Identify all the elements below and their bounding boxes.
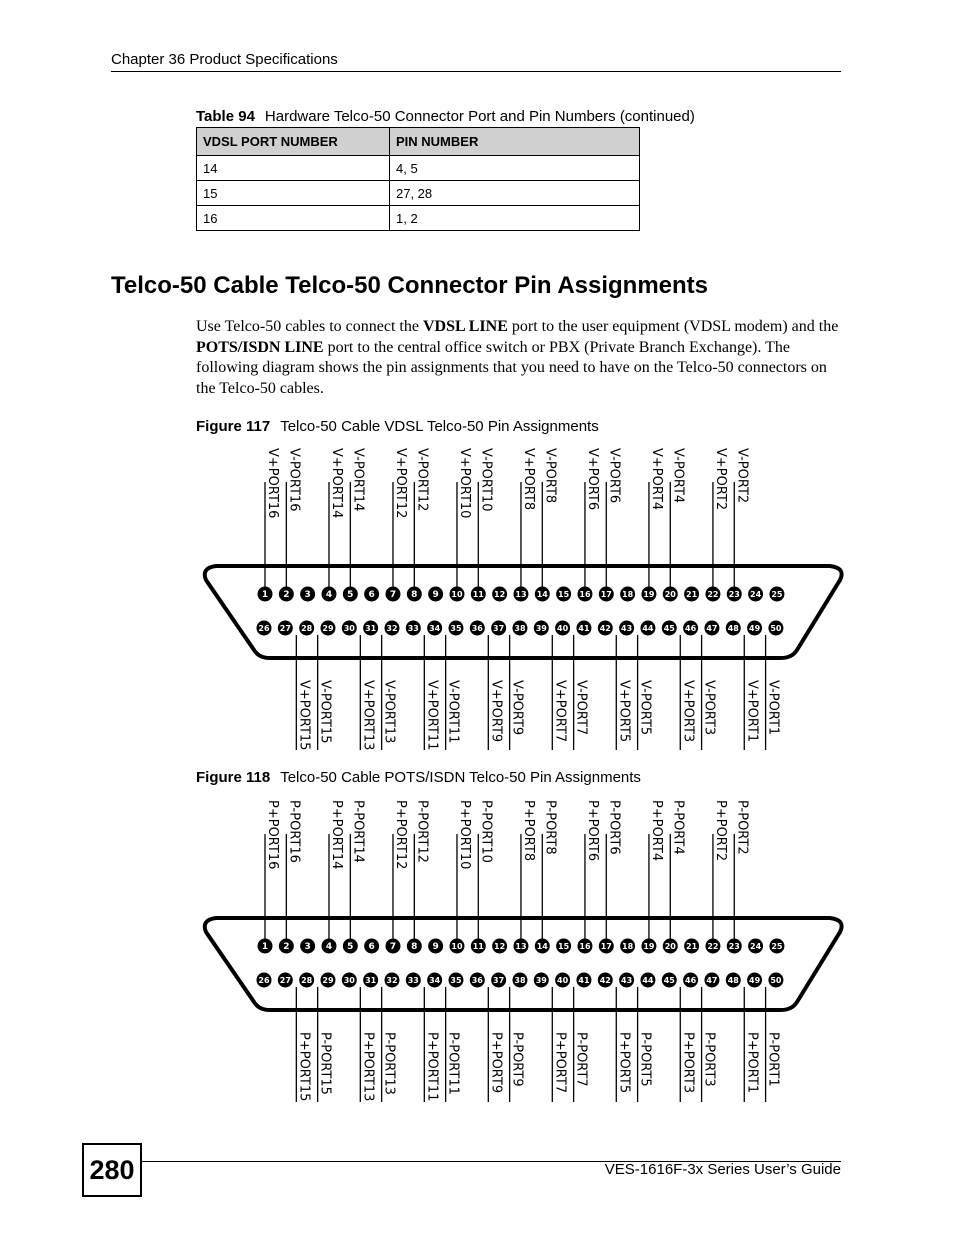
top-port-label: P+PORT2 (712, 800, 728, 862)
pin-number: 7 (389, 590, 397, 600)
top-port-label: V-PORT4 (670, 448, 686, 504)
top-port-label: P+PORT4 (648, 800, 664, 862)
pin-number: 4 (325, 590, 333, 600)
pin-number: 30 (343, 624, 355, 633)
top-port-label: P-PORT12 (414, 800, 430, 863)
bottom-port-label: P+PORT3 (680, 1032, 696, 1094)
table-caption (196, 108, 695, 125)
pin-number: 16 (579, 942, 591, 951)
pin-number: 25 (771, 590, 783, 599)
table-cell: 27, 28 (390, 181, 640, 206)
bottom-port-label: P+PORT9 (488, 1032, 504, 1094)
pin-number: 48 (727, 624, 739, 633)
bottom-port-label: P-PORT3 (701, 1032, 717, 1087)
top-port-label: V-PORT14 (350, 448, 366, 512)
pin-number: 28 (301, 624, 313, 633)
bottom-port-label: V-PORT9 (509, 680, 525, 736)
pin-number: 23 (728, 942, 740, 951)
bottom-port-label: V-PORT13 (381, 680, 397, 744)
bottom-port-label: P+PORT11 (424, 1032, 440, 1102)
section-title: Telco-50 Cable Telco-50 Connector Pin Assignments (111, 272, 709, 299)
top-port-label: P-PORT8 (542, 800, 558, 855)
pin-number: 45 (663, 624, 675, 633)
connector-shell (205, 918, 842, 1010)
bottom-port-label: V-PORT15 (317, 680, 333, 744)
pin-number: 1 (261, 590, 269, 600)
pin-number: 25 (771, 942, 783, 951)
pin-number: 11 (472, 942, 484, 951)
pin-number: 49 (749, 976, 761, 985)
pin-number: 44 (642, 624, 654, 633)
pin-number: 8 (411, 590, 418, 600)
para-text: port to the user equipment (VDSL modem) and the (507, 318, 839, 335)
page-number: 280 (82, 1143, 142, 1197)
pin-number: 27 (279, 624, 291, 633)
top-port-label: P-PORT14 (350, 800, 366, 863)
top-port-label: V+PORT2 (712, 448, 728, 511)
pin-number: 26 (258, 976, 270, 985)
pin-number: 37 (493, 624, 505, 633)
figure-118-caption (196, 769, 641, 786)
figure-117-diagram (196, 444, 848, 750)
para-text: port to the central office switch or PBX (Private Branch Exchange). The following diagram shows the pin assignments that you need to have on the Telco-50 connectors on the Telco-50 cables. (196, 338, 827, 397)
pin-number: 33 (407, 976, 419, 985)
pin-number: 5 (347, 590, 354, 600)
pin-number: 9 (432, 590, 439, 600)
bottom-port-label: V-PORT1 (765, 680, 781, 736)
bottom-port-label: V+PORT15 (296, 680, 312, 750)
pin-number: 47 (706, 976, 718, 985)
pin-number: 12 (494, 942, 506, 951)
pin-number: 42 (599, 976, 611, 985)
pin-number: 33 (407, 624, 419, 633)
top-port-label: V-PORT10 (478, 448, 494, 512)
bottom-port-label: P-PORT9 (509, 1032, 525, 1087)
top-port-label: P-PORT4 (670, 800, 686, 855)
table-caption-label: Table 94 (196, 108, 255, 125)
figure-117-label: Figure 117 (196, 418, 271, 435)
pin-number: 35 (450, 624, 462, 633)
pin-number: 46 (685, 976, 697, 985)
top-port-label: P+PORT6 (584, 800, 600, 862)
top-port-label: V-PORT16 (286, 448, 302, 512)
pin-number: 27 (279, 976, 291, 985)
top-port-label: P-PORT16 (286, 800, 302, 863)
figure-117-caption (196, 418, 599, 435)
pin-number: 24 (750, 590, 762, 599)
running-header: Chapter 36 Product Specifications (111, 51, 338, 68)
pin-number: 3 (304, 942, 311, 952)
pin-number: 29 (322, 624, 334, 633)
bottom-port-label: P+PORT5 (616, 1032, 632, 1094)
pin-number: 18 (622, 590, 634, 599)
para-bold-vdsl-line: VDSL LINE (422, 318, 508, 335)
bottom-port-label: P+PORT13 (360, 1032, 376, 1102)
pin-number: 36 (471, 976, 483, 985)
pin-number: 38 (514, 624, 526, 633)
bottom-port-label: V+PORT9 (488, 680, 504, 743)
column-header: PIN NUMBER (390, 128, 640, 156)
top-port-label: V+PORT6 (584, 448, 600, 511)
column-header: VDSL PORT NUMBER (197, 128, 390, 156)
bottom-port-label: V-PORT11 (445, 680, 461, 744)
pin-number: 21 (686, 590, 698, 599)
pin-number: 11 (472, 590, 484, 599)
pin-number: 12 (494, 590, 506, 599)
pin-number: 44 (642, 976, 654, 985)
para-bold-pots-isdn-line: POTS/ISDN LINE (196, 338, 324, 356)
figure-118-diagram (196, 796, 848, 1102)
top-port-label: P-PORT2 (734, 800, 750, 855)
bottom-port-label: V+PORT1 (744, 680, 760, 743)
pin-number: 31 (365, 624, 377, 633)
pin-number: 14 (536, 942, 548, 951)
pin-number: 43 (621, 976, 633, 985)
pin-number: 22 (707, 590, 719, 599)
top-port-label: V+PORT14 (328, 448, 344, 519)
pin-number: 41 (578, 976, 590, 985)
pin-number: 21 (686, 942, 698, 951)
pin-number: 19 (643, 590, 655, 599)
figure-118-label: Figure 118 (196, 769, 271, 786)
pin-number: 31 (365, 976, 377, 985)
bottom-port-label: V+PORT13 (360, 680, 376, 750)
pin-number: 17 (600, 590, 612, 599)
bottom-port-label: V+PORT7 (552, 680, 568, 743)
top-port-label: V-PORT6 (606, 448, 622, 504)
bottom-port-label: P-PORT7 (573, 1032, 589, 1087)
pin-number: 39 (535, 976, 547, 985)
pin-number: 9 (432, 942, 439, 952)
pin-number: 29 (322, 976, 334, 985)
bottom-port-label: V+PORT11 (424, 680, 440, 750)
pin-number: 30 (343, 976, 355, 985)
bottom-port-label: V-PORT5 (637, 680, 653, 736)
table-cell: 16 (197, 206, 390, 231)
table-row (197, 181, 640, 206)
pin-number: 2 (283, 590, 290, 600)
pin-number: 23 (728, 590, 740, 599)
pin-number: 2 (283, 942, 290, 952)
pin-number: 13 (515, 942, 527, 951)
bottom-port-label: P-PORT13 (381, 1032, 397, 1095)
top-port-label: P-PORT6 (606, 800, 622, 855)
bottom-port-label: V+PORT5 (616, 680, 632, 743)
top-port-label: V-PORT2 (734, 448, 750, 504)
pin-number: 15 (558, 590, 570, 599)
pin-number: 43 (621, 624, 633, 633)
top-port-label: P+PORT12 (392, 800, 408, 870)
pin-number: 36 (471, 624, 483, 633)
pin-number: 20 (664, 942, 676, 951)
pin-number: 8 (411, 942, 418, 952)
pin-number: 19 (643, 942, 655, 951)
top-port-label: P+PORT10 (456, 800, 472, 870)
top-port-label: V+PORT8 (520, 448, 536, 511)
pin-number: 14 (536, 590, 548, 599)
table-cell: 1, 2 (390, 206, 640, 231)
pin-number: 46 (685, 624, 697, 633)
para-text: Use Telco-50 cables to connect the (196, 318, 423, 335)
pin-table (196, 127, 640, 231)
top-port-label: V+PORT4 (648, 448, 664, 511)
bottom-port-label: V-PORT3 (701, 680, 717, 736)
pin-number: 48 (727, 976, 739, 985)
pin-number: 18 (622, 942, 634, 951)
pin-number: 41 (578, 624, 590, 633)
bottom-port-label: V-PORT7 (573, 680, 589, 736)
pin-number: 32 (386, 976, 398, 985)
pin-number: 20 (664, 590, 676, 599)
pin-number: 39 (535, 624, 547, 633)
guide-title: VES-1616F-3x Series User’s Guide (604, 1161, 841, 1178)
pin-number: 13 (515, 590, 527, 599)
table-caption-text: Hardware Telco-50 Connector Port and Pin Numbers (continued) (264, 108, 695, 125)
bottom-port-label: P-PORT15 (317, 1032, 333, 1095)
top-port-label: V+PORT16 (265, 448, 280, 519)
pin-number: 40 (557, 976, 569, 985)
bottom-port-label: P-PORT11 (445, 1032, 461, 1095)
bottom-port-label: V+PORT3 (680, 680, 696, 743)
pin-number: 10 (451, 590, 463, 599)
pin-number: 47 (706, 624, 718, 633)
connector-shell (205, 566, 842, 658)
pin-number: 35 (450, 976, 462, 985)
table-row (197, 156, 640, 181)
bottom-port-label: P+PORT15 (296, 1032, 312, 1102)
table-row (197, 206, 640, 231)
top-port-label: P-PORT10 (478, 800, 494, 863)
body-paragraph (196, 317, 841, 399)
pin-number: 6 (368, 942, 375, 952)
pin-number: 15 (558, 942, 570, 951)
figure-118-caption-text: Telco-50 Cable POTS/ISDN Telco-50 Pin Assignments (280, 769, 641, 786)
top-port-label: V-PORT12 (414, 448, 430, 512)
pin-number: 40 (557, 624, 569, 633)
pin-number: 10 (451, 942, 463, 951)
pin-number: 1 (261, 942, 269, 952)
pin-number: 49 (749, 624, 761, 633)
pin-number: 4 (325, 942, 333, 952)
pin-number: 45 (663, 976, 675, 985)
header-rule (111, 71, 841, 72)
pin-number: 34 (429, 976, 441, 985)
pin-number: 3 (304, 590, 311, 600)
top-port-label: P+PORT8 (520, 800, 536, 862)
table-header-row (197, 128, 640, 156)
pin-number: 42 (599, 624, 611, 633)
pin-number: 16 (579, 590, 591, 599)
table-cell: 4, 5 (390, 156, 640, 181)
pin-number: 34 (429, 624, 441, 633)
pin-number: 26 (258, 624, 270, 633)
bottom-port-label: P+PORT1 (744, 1032, 760, 1094)
top-port-label: P+PORT16 (265, 800, 280, 870)
top-port-label: V-PORT8 (542, 448, 558, 504)
pin-number: 5 (347, 942, 354, 952)
pin-number: 38 (514, 976, 526, 985)
pin-number: 22 (707, 942, 719, 951)
table-cell: 14 (197, 156, 390, 181)
bottom-port-label: P-PORT1 (765, 1032, 781, 1087)
pin-number: 50 (770, 624, 782, 633)
top-port-label: V+PORT10 (456, 448, 472, 519)
bottom-port-label: P+PORT7 (552, 1032, 568, 1094)
bottom-port-label: P-PORT5 (637, 1032, 653, 1087)
table-cell: 15 (197, 181, 390, 206)
pin-number: 37 (493, 976, 505, 985)
pin-number: 32 (386, 624, 398, 633)
pin-number: 28 (301, 976, 313, 985)
figure-117-caption-text: Telco-50 Cable VDSL Telco-50 Pin Assignments (280, 418, 599, 435)
pin-number: 17 (600, 942, 612, 951)
pin-number: 6 (368, 590, 375, 600)
pin-number: 50 (770, 976, 782, 985)
pin-number: 7 (389, 942, 397, 952)
top-port-label: P+PORT14 (328, 800, 344, 870)
top-port-label: V+PORT12 (392, 448, 408, 519)
pin-number: 24 (750, 942, 762, 951)
